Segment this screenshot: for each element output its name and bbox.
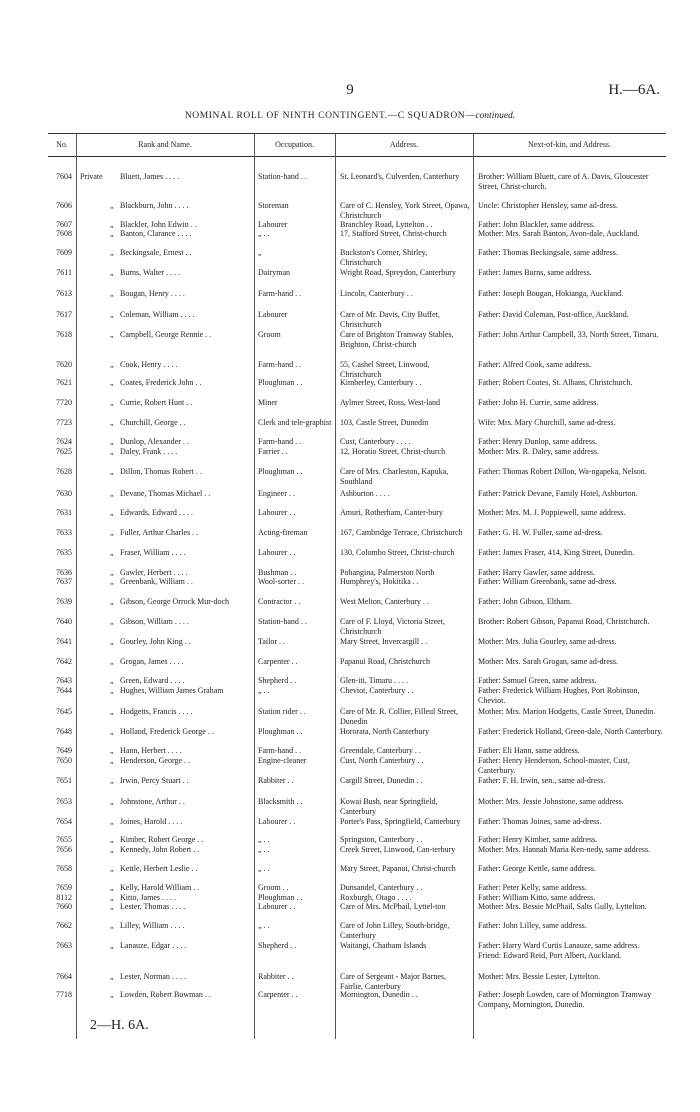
- entry-number: 7604: [56, 172, 72, 181]
- entry-number: 7635: [56, 548, 72, 557]
- occupation: Labourer . .: [258, 548, 296, 557]
- soldier-name: Joines, Harold . . . .: [120, 817, 183, 826]
- occupation: Carpenter . .: [258, 657, 298, 666]
- rank: „: [110, 921, 114, 930]
- rank: „: [110, 467, 114, 476]
- next-of-kin: Father: Samuel Green, same address.: [478, 676, 597, 685]
- next-of-kin: Mother: Mrs. Bessie McPhail, Salts Gully, Lyttelton.: [478, 902, 647, 911]
- next-of-kin: Father: John H. Currie, same address.: [478, 398, 599, 407]
- address: Waitangi, Chatham Islands: [340, 941, 427, 950]
- address: Care of Mrs. McPhail, Lyttel-ton: [340, 902, 446, 911]
- page-number: 9: [346, 82, 354, 98]
- address: Care of Mrs. Charleston, Kapuka, Southland: [340, 467, 449, 486]
- next-of-kin: Father: Alfred Cook, same address.: [478, 360, 591, 369]
- next-of-kin: Brother: Robert Gibson, Papanui Road, Christchurch.: [478, 617, 650, 626]
- next-of-kin: Mother: Mrs. Marion Hodgetts, Castle Street, Dunedin.: [478, 707, 656, 716]
- next-of-kin: Father: Frederick William Hughes, Port Robinson, Cheviot.: [478, 686, 640, 705]
- occupation: Labourer: [258, 310, 288, 319]
- rank: „: [110, 248, 114, 257]
- occupation: Wool-sorter . .: [258, 577, 305, 586]
- entry-number: 7660: [56, 902, 72, 911]
- entry-number: 7649: [56, 746, 72, 755]
- entry-number: 7650: [56, 756, 72, 765]
- next-of-kin: Mother: Mrs. Sarah Banton, Avon-dale, Auckland.: [478, 229, 640, 238]
- address: Branchley Road, Lyttelton . .: [340, 220, 433, 229]
- document-reference: H.—6A.: [608, 82, 660, 98]
- occupation: „ . .: [258, 835, 270, 844]
- address: Care of C. Hensley, York Street, Opawa, Christchurch: [340, 201, 470, 220]
- entry-number: 7621: [56, 378, 72, 387]
- rank: „: [110, 676, 114, 685]
- soldier-name: Gibson, William . . . .: [120, 617, 189, 626]
- soldier-name: Hodgetts, Francis . . . .: [120, 707, 193, 716]
- occupation: Engine-cleaner: [258, 756, 307, 765]
- rank: „: [110, 637, 114, 646]
- column-divider: [76, 133, 77, 1039]
- address: St. Leonard's, Culverden, Canterbury: [340, 172, 460, 181]
- occupation: Engineer . .: [258, 489, 295, 498]
- rank: „: [110, 289, 114, 298]
- entry-number: 7659: [56, 883, 72, 892]
- occupation: „ . .: [258, 921, 270, 930]
- rank: „: [110, 707, 114, 716]
- soldier-name: Dunlop, Alexander . .: [120, 437, 189, 446]
- occupation: Acting-fireman: [258, 528, 308, 537]
- next-of-kin: Mother: Mrs. Julia Gourley, same ad-dress.: [478, 637, 617, 646]
- occupation: Labourer . .: [258, 508, 296, 517]
- occupation: Contractor . .: [258, 597, 301, 606]
- address: Hororata, North Canterbury: [340, 727, 430, 736]
- soldier-name: Holland, Frederick George . .: [120, 727, 214, 736]
- entry-number: 7608: [56, 229, 72, 238]
- rank: „: [110, 489, 114, 498]
- address: Care of F. Lloyd, Victoria Street, Christchurch: [340, 617, 445, 636]
- rank: „: [110, 568, 114, 577]
- soldier-name: Kimber, Robert George . .: [120, 835, 204, 844]
- address: Dunsandel, Canterbury . .: [340, 883, 423, 892]
- soldier-name: Daley, Frank . . . .: [120, 447, 178, 456]
- next-of-kin: Father: Harry Ward Curtis Lanauze, same address. Friend: Edward Reid, Port Albert, Auckland.: [478, 941, 640, 960]
- rank: „: [110, 418, 114, 427]
- address: Care of Mr. Davis, City Buffet, Christchurch: [340, 310, 440, 329]
- soldier-name: Irwin, Percy Stuart . .: [120, 776, 189, 785]
- occupation: „ . .: [258, 864, 270, 873]
- entry-number: 7642: [56, 657, 72, 666]
- soldier-name: Gourley, John King . .: [120, 637, 191, 646]
- soldier-name: Gibson, George Orrock Mur-doch: [120, 597, 229, 606]
- rank: „: [110, 727, 114, 736]
- next-of-kin: Father: John Arthur Campbell, 33, North Street, Timaru.: [478, 330, 659, 339]
- header-no: No.: [56, 140, 68, 149]
- entry-number: 7630: [56, 489, 72, 498]
- soldier-name: Lester, Norman . . . .: [120, 972, 186, 981]
- occupation: Rabbiter . .: [258, 972, 294, 981]
- soldier-name: Hughes, William James Graham: [120, 686, 224, 695]
- occupation: Rabbiter . .: [258, 776, 294, 785]
- next-of-kin: Wife: Mrs. Mary Churchill, same ad-dress.: [478, 418, 616, 427]
- next-of-kin: Father: William Kitto, same address.: [478, 893, 596, 902]
- soldier-name: Churchill, George . .: [120, 418, 186, 427]
- entry-number: 7625: [56, 447, 72, 456]
- soldier-name: Devane, Thomas Michael . .: [120, 489, 211, 498]
- soldier-name: Lanauze, Edgar . . . .: [120, 941, 187, 950]
- address: 12, Horatio Street, Christ-church: [340, 447, 446, 456]
- address: Care of Sergeant - Major Barnes, Fairlie, Canterbury: [340, 972, 447, 991]
- address: Humphrey's, Hokitika . .: [340, 577, 419, 586]
- entry-number: 7636: [56, 568, 72, 577]
- rank: „: [110, 972, 114, 981]
- entry-number: 7631: [56, 508, 72, 517]
- address: Wright Road, Spreydon, Canterbury: [340, 268, 456, 277]
- entry-number: 8112: [56, 893, 72, 902]
- address: Aylmer Street, Ross, West-land: [340, 398, 441, 407]
- address: Mornington, Dunedin . .: [340, 990, 418, 999]
- occupation: „ . .: [258, 845, 270, 854]
- next-of-kin: Mother: Mrs. Hannah Maria Ken-nedy, same address.: [478, 845, 651, 854]
- rank: „: [110, 310, 114, 319]
- address: Mary Street, Papanui, Christ-church: [340, 864, 456, 873]
- rank: „: [110, 220, 114, 229]
- rank: „: [110, 864, 114, 873]
- next-of-kin: Father: James Burns, same address.: [478, 268, 592, 277]
- entry-number: 7639: [56, 597, 72, 606]
- address: Cargill Street, Dunedin . .: [340, 776, 423, 785]
- address: Amuri, Rotherham, Canter-bury: [340, 508, 443, 517]
- address: 17, Stafford Street, Christ-church: [340, 229, 447, 238]
- next-of-kin: Father: William Greenbank, same ad-dress.: [478, 577, 617, 586]
- address: Greendale, Canterbury . .: [340, 746, 421, 755]
- next-of-kin: Father: John Lilley, same address.: [478, 921, 587, 930]
- rank: „: [110, 360, 114, 369]
- rank: „: [110, 378, 114, 387]
- entry-number: 7718: [56, 990, 72, 999]
- next-of-kin: Father: George Kettle, same address.: [478, 864, 597, 873]
- header-occupation: Occupation.: [275, 140, 314, 149]
- occupation: Miner: [258, 398, 278, 407]
- occupation: Groom: [258, 330, 281, 339]
- title-continued: continued.: [475, 111, 516, 121]
- next-of-kin: Mother: Mrs. R. Daley, same address.: [478, 447, 600, 456]
- occupation: Dairyman: [258, 268, 290, 277]
- table-top-rule: [48, 133, 666, 134]
- address: Springston, Canterbury . .: [340, 835, 423, 844]
- rank: „: [110, 597, 114, 606]
- column-divider: [335, 133, 336, 1039]
- occupation: „: [258, 248, 262, 257]
- rank: „: [110, 835, 114, 844]
- rank: „: [110, 657, 114, 666]
- rank: „: [110, 817, 114, 826]
- header-rank-name: Rank and Name.: [138, 140, 192, 149]
- soldier-name: Fuller, Arthur Charles . .: [120, 528, 199, 537]
- occupation: Ploughman . .: [258, 378, 303, 387]
- entry-number: 7617: [56, 310, 72, 319]
- address: 103, Castle Street, Dunedin: [340, 418, 429, 427]
- entry-number: 7663: [56, 941, 72, 950]
- rank: „: [110, 941, 114, 950]
- entry-number: 7633: [56, 528, 72, 537]
- entry-number: 7656: [56, 845, 72, 854]
- occupation: Carpenter . .: [258, 990, 298, 999]
- next-of-kin: Father: Patrick Devane, Family Hotel, Ashburton.: [478, 489, 638, 498]
- entry-number: 7611: [56, 268, 72, 277]
- entry-number: 7658: [56, 864, 72, 873]
- occupation: „ . .: [258, 229, 270, 238]
- occupation: Farm-hand . .: [258, 289, 302, 298]
- next-of-kin: Mother: Mrs. M. J. Poppiewell, same address.: [478, 508, 626, 517]
- next-of-kin: Uncle: Christopher Hensley, same ad-dress.: [478, 201, 618, 210]
- address: Mary Street, Invercargill . .: [340, 637, 428, 646]
- soldier-name: Greenbank, William . .: [120, 577, 193, 586]
- soldier-name: Green, Edward . . . .: [120, 676, 185, 685]
- address: 55, Cashel Street, Linwood, Christchurch: [340, 360, 430, 379]
- next-of-kin: Father: Thomas Beckingsale, same address.: [478, 248, 618, 257]
- entry-number: 7637: [56, 577, 72, 586]
- entry-number: 7720: [56, 398, 72, 407]
- soldier-name: Blackler, John Edwin . .: [120, 220, 197, 229]
- next-of-kin: Father: Henry Henderson, School-master, Cust, Canterbury.: [478, 756, 630, 775]
- rank: „: [110, 508, 114, 517]
- next-of-kin: Father: G. H. W. Fuller, same ad-dress.: [478, 528, 603, 537]
- address: Lincoln, Canterbury . .: [340, 289, 413, 298]
- soldier-name: Currie, Robert Hunt . .: [120, 398, 193, 407]
- soldier-name: Hann, Herbert . . . .: [120, 746, 182, 755]
- entry-number: 7640: [56, 617, 72, 626]
- entry-number: 7654: [56, 817, 72, 826]
- occupation: Labourer: [258, 220, 288, 229]
- address: Kimberley, Canterbury . .: [340, 378, 422, 387]
- page-footer: 2—H. 6A.: [90, 1018, 149, 1033]
- entry-number: 7645: [56, 707, 72, 716]
- occupation: Station-hand . .: [258, 172, 307, 181]
- rank: „: [110, 746, 114, 755]
- next-of-kin: Father: Peter Kelly, same address.: [478, 883, 587, 892]
- next-of-kin: Father: Robert Coates, St. Albans, Christchurch.: [478, 378, 633, 387]
- next-of-kin: Father: Eli Hann, same address.: [478, 746, 580, 755]
- next-of-kin: Father: Henry Kimber, same address.: [478, 835, 598, 844]
- entry-number: 7723: [56, 418, 72, 427]
- next-of-kin: Father: Henry Dunlop, same address.: [478, 437, 598, 446]
- soldier-name: Kettle, Herbert Leslie . .: [120, 864, 198, 873]
- occupation: Farm-hand . .: [258, 746, 302, 755]
- column-divider: [254, 133, 255, 1039]
- next-of-kin: Mother: Mrs. Jessie Johnstone, same address.: [478, 797, 624, 806]
- soldier-name: Gawler, Herbert . . . .: [120, 568, 188, 577]
- next-of-kin: Mother: Mrs. Bessie Lester, Lyttelton.: [478, 972, 601, 981]
- address: Cheviot, Canterbury . .: [340, 686, 414, 695]
- address: Care of John Lilley, South-bridge, Canterbury: [340, 921, 450, 940]
- entry-number: 7624: [56, 437, 72, 446]
- soldier-name: Johnstone, Arthur . .: [120, 797, 185, 806]
- address: Ashburton . . . .: [340, 489, 390, 498]
- occupation: Labourer . .: [258, 902, 296, 911]
- address: Creek Street, Linwood, Can-terbury: [340, 845, 456, 854]
- next-of-kin: Father: Thomas Joines, same ad-dress.: [478, 817, 602, 826]
- soldier-name: Lilley, William . . . .: [120, 921, 185, 930]
- rank: „: [110, 398, 114, 407]
- entry-number: 7607: [56, 220, 72, 229]
- rank: „: [110, 756, 114, 765]
- occupation: Farrier . .: [258, 447, 288, 456]
- entry-number: 7651: [56, 776, 72, 785]
- entry-number: 7613: [56, 289, 72, 298]
- occupation: Ploughman . .: [258, 727, 303, 736]
- rank: „: [110, 617, 114, 626]
- occupation: Blacksmith . .: [258, 797, 303, 806]
- rank: „: [110, 447, 114, 456]
- soldier-name: Kennedy, John Robert . .: [120, 845, 200, 854]
- entry-number: 7641: [56, 637, 72, 646]
- address: 167, Cambridge Terrace, Christchurch: [340, 528, 463, 537]
- soldier-name: Edwards, Edward . . . .: [120, 508, 193, 517]
- occupation: Clerk and tele-graphist: [258, 418, 332, 427]
- soldier-name: Lowden, Robert Bowman . .: [120, 990, 211, 999]
- address: Roxburgh, Otago . . . .: [340, 893, 412, 902]
- address: Porter's Pass, Springfield, Canterbury: [340, 817, 461, 826]
- next-of-kin: Father: Thomas Robert Dillon, Wa-ngapeka, Nelson.: [478, 467, 647, 476]
- occupation: Farm-hand . .: [258, 437, 302, 446]
- rank: „: [110, 902, 114, 911]
- occupation: Tailor . .: [258, 637, 285, 646]
- soldier-name: Dillon, Thomas Robert . .: [120, 467, 202, 476]
- address: Cust, North Canterbury . .: [340, 756, 424, 765]
- next-of-kin: Brother: William Bluett, care of A. Davis, Gloucester Street, Christ-church.: [478, 172, 649, 191]
- address: Papanui Road, Christchurch: [340, 657, 430, 666]
- soldier-name: Henderson, George . .: [120, 756, 191, 765]
- soldier-name: Fraser, William . . . .: [120, 548, 186, 557]
- occupation: Station rider . .: [258, 707, 306, 716]
- occupation: Groom . .: [258, 883, 289, 892]
- entry-number: 7643: [56, 676, 72, 685]
- rank: „: [110, 797, 114, 806]
- address: Glen-iti, Timaru . . . .: [340, 676, 409, 685]
- address: Cust, Canterbury . . . .: [340, 437, 411, 446]
- rank: „: [110, 990, 114, 999]
- rank: „: [110, 883, 114, 892]
- soldier-name: Coates, Frederick John . .: [120, 378, 202, 387]
- next-of-kin: Father: Joseph Bougan, Hokianga, Auckland.: [478, 289, 624, 298]
- soldier-name: Grogan, James . . . .: [120, 657, 184, 666]
- occupation: Labourer . .: [258, 817, 296, 826]
- occupation: Ploughman . .: [258, 893, 303, 902]
- rank: „: [110, 330, 114, 339]
- soldier-name: Kelly, Harold William . .: [120, 883, 200, 892]
- entry-number: 7620: [56, 360, 72, 369]
- address: Pohangina, Palmerston North: [340, 568, 435, 577]
- soldier-name: Kitto, James . . . .: [120, 893, 176, 902]
- rank: Private: [80, 172, 103, 181]
- address: Care of Brighton Tramway Stables, Brighton, Christ-church: [340, 330, 454, 349]
- next-of-kin: Father: F. H. Irwin, sen., same ad-dress.: [478, 776, 606, 785]
- entry-number: 7609: [56, 248, 72, 257]
- occupation: Ploughman . .: [258, 467, 303, 476]
- soldier-name: Blackburn, John . . . .: [120, 201, 189, 210]
- table-header-rule: [48, 156, 666, 157]
- column-divider: [473, 133, 474, 1039]
- next-of-kin: Father: Harry Gawler, same address.: [478, 568, 595, 577]
- next-of-kin: Father: John Blackler, same address.: [478, 220, 595, 229]
- occupation: Shepherd . .: [258, 676, 297, 685]
- soldier-name: Bluett, James . . . .: [120, 172, 180, 181]
- rank: „: [110, 686, 114, 695]
- header-next-of-kin: Next-of-kin, and Address.: [527, 140, 612, 149]
- entry-number: 7648: [56, 727, 72, 736]
- rank: „: [110, 437, 114, 446]
- rank: „: [110, 229, 114, 238]
- entry-number: 7662: [56, 921, 72, 930]
- next-of-kin: Father: Frederick Holland, Green-dale, North Canterbury.: [478, 727, 663, 736]
- roll-title: [0, 111, 700, 121]
- occupation: Farm-hand . .: [258, 360, 302, 369]
- occupation: Storeman: [258, 201, 289, 210]
- soldier-name: Bougan, Henry . . . .: [120, 289, 185, 298]
- address: Kowai Bush, near Springfield, Canterbury: [340, 797, 438, 816]
- next-of-kin: Mother: Mrs. Sarah Grogan, same ad-dress.: [478, 657, 618, 666]
- address: 130, Colombo Street, Christ-church: [340, 548, 455, 557]
- occupation: Bushman . .: [258, 568, 297, 577]
- rank: „: [110, 577, 114, 586]
- header-address: Address.: [389, 140, 419, 149]
- next-of-kin: Father: Joseph Lowden, care of Mornington Tramway Company, Mornington, Dunedin.: [478, 990, 652, 1009]
- occupation: Shepherd . .: [258, 941, 297, 950]
- title-main: NOMINAL ROLL OF NINTH CONTINGENT.—C SQUADRON—: [184, 111, 476, 121]
- entry-number: 7628: [56, 467, 72, 476]
- soldier-name: Lester, Thomas . . . .: [120, 902, 186, 911]
- next-of-kin: Father: David Coleman, Post-office, Auckland.: [478, 310, 629, 319]
- entry-number: 7644: [56, 686, 72, 695]
- rank: „: [110, 845, 114, 854]
- soldier-name: Beckingsale, Ernest . .: [120, 248, 192, 257]
- occupation: Station-hand . .: [258, 617, 307, 626]
- next-of-kin: Father: James Fraser, 414, King Street, Dunedin.: [478, 548, 635, 557]
- rank: „: [110, 201, 114, 210]
- soldier-name: Campbell, George Rennie . .: [120, 330, 212, 339]
- rank: „: [110, 548, 114, 557]
- soldier-name: Banton, Clarance . . . .: [120, 229, 192, 238]
- entry-number: 7618: [56, 330, 72, 339]
- address: Buckston's Corner, Shirley, Christchurch: [340, 248, 428, 267]
- soldier-name: Cook, Henry . . . .: [120, 360, 178, 369]
- next-of-kin: Father: John Gibson, Eltham.: [478, 597, 572, 606]
- rank: „: [110, 893, 114, 902]
- soldier-name: Coleman, William . . . .: [120, 310, 195, 319]
- address: West Melton, Canterbury . .: [340, 597, 429, 606]
- entry-number: 7606: [56, 201, 72, 210]
- soldier-name: Burns, Walter . . . .: [120, 268, 181, 277]
- rank: „: [110, 528, 114, 537]
- entry-number: 7664: [56, 972, 72, 981]
- rank: „: [110, 776, 114, 785]
- entry-number: 7653: [56, 797, 72, 806]
- address: Care of Mr. R. Collier, Filleul Street, Dunedin: [340, 707, 458, 726]
- occupation: „ . .: [258, 686, 270, 695]
- entry-number: 7655: [56, 835, 72, 844]
- rank: „: [110, 268, 114, 277]
